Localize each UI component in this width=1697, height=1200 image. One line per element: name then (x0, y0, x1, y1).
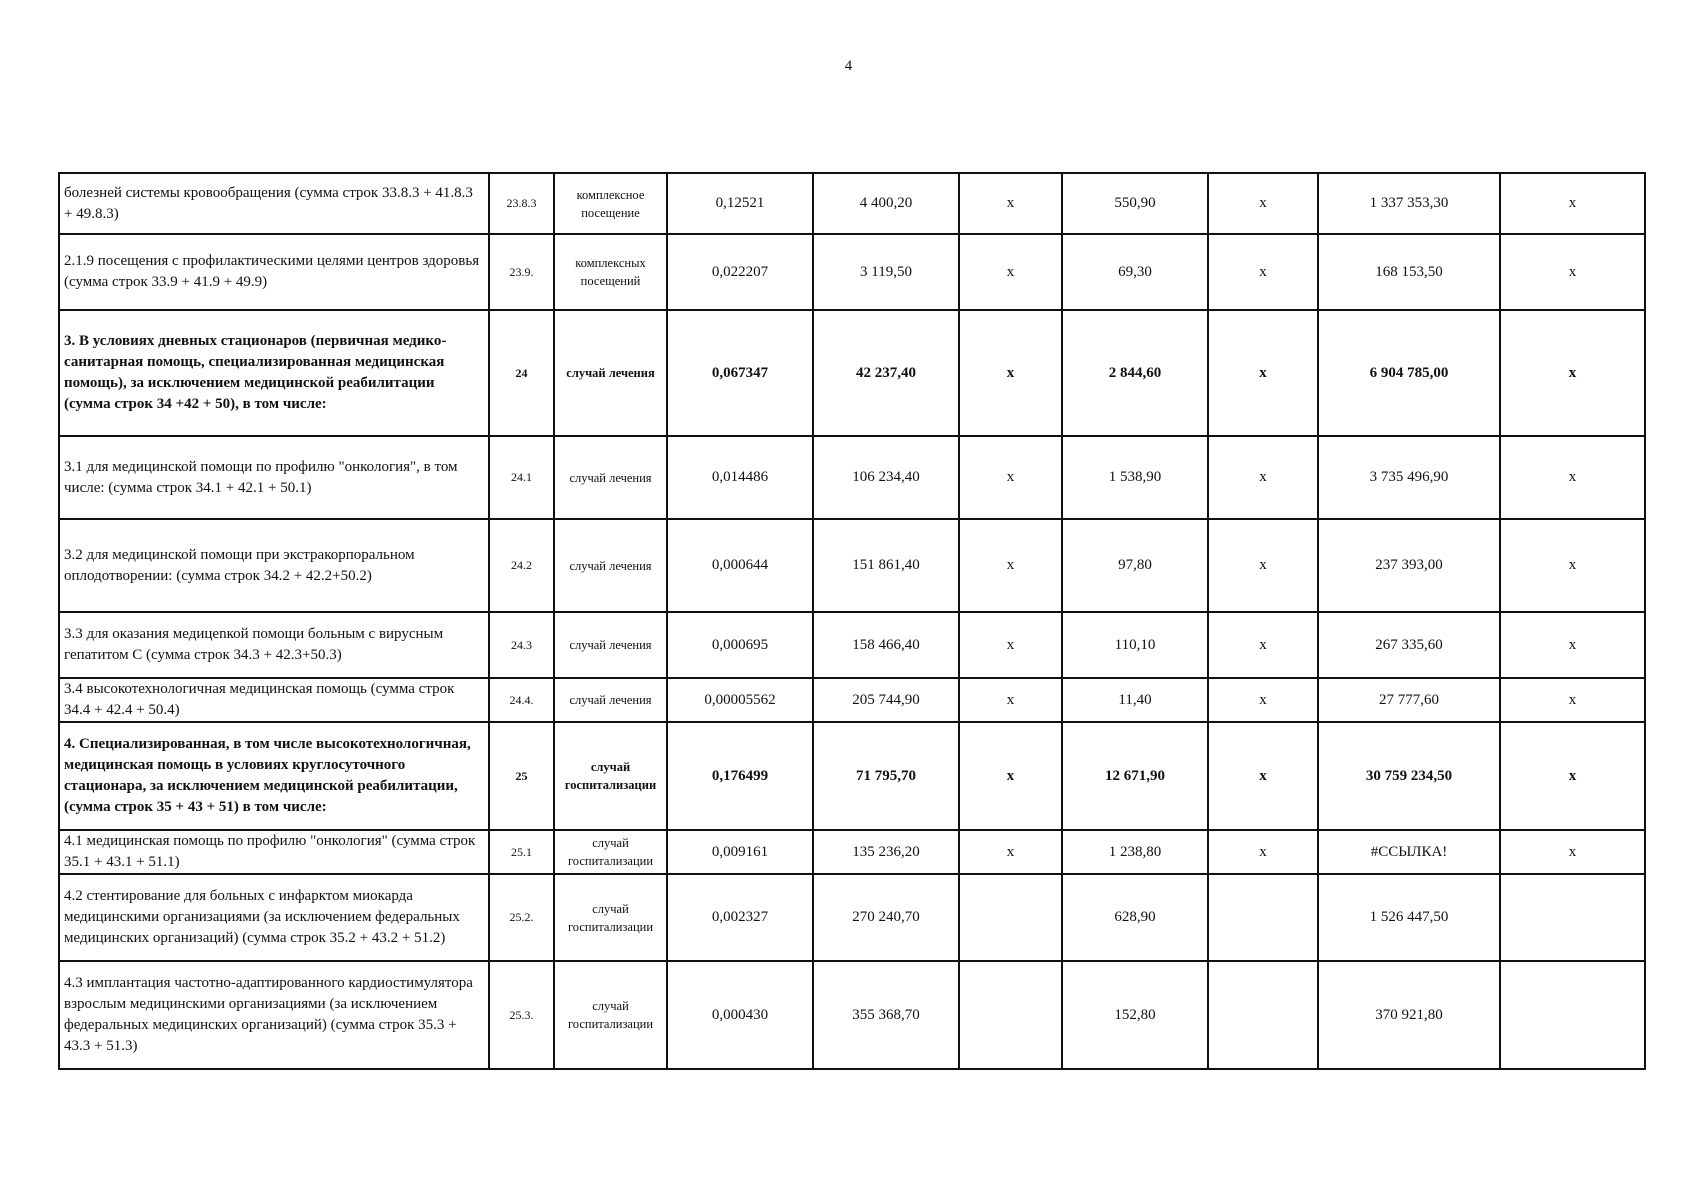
cell-c8 (1208, 961, 1318, 1069)
cell-c10: х (1500, 678, 1645, 722)
cell-c4: 0,000695 (667, 612, 813, 678)
cell-c5: 135 236,20 (813, 830, 959, 874)
cell-c4: 0,00005562 (667, 678, 813, 722)
row-code: 25 (489, 722, 554, 830)
cell-c9: 27 777,60 (1318, 678, 1500, 722)
row-code: 25.2. (489, 874, 554, 961)
cell-c7: 11,40 (1062, 678, 1208, 722)
cell-c6: х (959, 234, 1062, 310)
cell-c6: х (959, 612, 1062, 678)
cell-c9: 1 526 447,50 (1318, 874, 1500, 961)
row-name: 4.1 медицинская помощь по профилю "онкология" (сумма строк 35.1 + 43.1 + 51.1) (59, 830, 489, 874)
cell-c6: х (959, 830, 1062, 874)
cell-c6: х (959, 519, 1062, 612)
row-unit: случай лечения (554, 519, 667, 612)
table-row (59, 961, 1645, 1069)
cell-c6: х (959, 173, 1062, 234)
cell-c10: х (1500, 519, 1645, 612)
cell-c9: 370 921,80 (1318, 961, 1500, 1069)
cell-c6 (959, 874, 1062, 961)
cell-c8: х (1208, 612, 1318, 678)
row-name: 3.1 для медицинской помощи по профилю "онкология", в том числе: (сумма строк 34.1 + 42.1 + 50.1) (59, 436, 489, 519)
cell-c10: х (1500, 234, 1645, 310)
cell-c7: 69,30 (1062, 234, 1208, 310)
cell-c10: х (1500, 173, 1645, 234)
cell-c5: 3 119,50 (813, 234, 959, 310)
table-row (59, 678, 1645, 722)
row-name: 4.3 имплантация частотно-адаптированного кардиостимулятора взрослым медицинскими организациями (за исключением федеральных медицинских организаций) (сумма строк 35.3 + 43.3 + 51.3) (59, 961, 489, 1069)
cell-c9: 3 735 496,90 (1318, 436, 1500, 519)
cell-c7: 550,90 (1062, 173, 1208, 234)
row-name: 3.4 высокотехнологичная медицинская помощь (сумма строк 34.4 + 42.4 + 50.4) (59, 678, 489, 722)
cell-c4: 0,002327 (667, 874, 813, 961)
cell-c4: 0,014486 (667, 436, 813, 519)
cell-c4: 0,022207 (667, 234, 813, 310)
cell-c8: х (1208, 310, 1318, 436)
table-row (59, 612, 1645, 678)
row-code: 23.8.3 (489, 173, 554, 234)
table-row (59, 436, 1645, 519)
cell-c7: 110,10 (1062, 612, 1208, 678)
row-name: 3. В условиях дневных стационаров (первичная медико-санитарная помощь, специализированная медицинская помощь), за исключением медицинской реабилитации (сумма строк 34 +42 + 50), в том числе: (59, 310, 489, 436)
row-code: 24.1 (489, 436, 554, 519)
table-row (59, 830, 1645, 874)
row-name: 4.2 стентирование для больных с инфарктом миокарда медицинскими организациями (за исключением федеральных медицинских организаций) (сумма строк 35.2 + 43.2 + 51.2) (59, 874, 489, 961)
cell-c4: 0,000430 (667, 961, 813, 1069)
cell-c8: х (1208, 830, 1318, 874)
row-code: 25.3. (489, 961, 554, 1069)
row-code: 23.9. (489, 234, 554, 310)
table-row (59, 173, 1645, 234)
cell-c8: х (1208, 436, 1318, 519)
row-unit: случай лечения (554, 678, 667, 722)
row-code: 25.1 (489, 830, 554, 874)
table-row (59, 722, 1645, 830)
cell-c10: х (1500, 310, 1645, 436)
cell-c6: х (959, 310, 1062, 436)
cell-c10 (1500, 874, 1645, 961)
cell-c7: 628,90 (1062, 874, 1208, 961)
row-name: 2.1.9 посещения с профилактическими целями центров здоровья (сумма строк 33.9 + 41.9 + 49.9) (59, 234, 489, 310)
table-row (59, 234, 1645, 310)
cell-c8: х (1208, 173, 1318, 234)
cell-c5: 355 368,70 (813, 961, 959, 1069)
row-code: 24.2 (489, 519, 554, 612)
cell-c5: 151 861,40 (813, 519, 959, 612)
cell-c7: 12 671,90 (1062, 722, 1208, 830)
cell-c9: 6 904 785,00 (1318, 310, 1500, 436)
row-name: 3.2 для медицинской помощи при экстракорпоральном оплодотворении: (сумма строк 34.2 + 42.2+50.2) (59, 519, 489, 612)
cell-c10: х (1500, 436, 1645, 519)
cell-c4: 0,067347 (667, 310, 813, 436)
cell-c7: 1 538,90 (1062, 436, 1208, 519)
cell-c5: 71 795,70 (813, 722, 959, 830)
cell-c5: 4 400,20 (813, 173, 959, 234)
table-row (59, 519, 1645, 612)
cell-c7: 1 238,80 (1062, 830, 1208, 874)
row-unit: случай лечения (554, 310, 667, 436)
row-unit: случай лечения (554, 436, 667, 519)
page-number: 4 (844, 58, 853, 74)
cell-c5: 42 237,40 (813, 310, 959, 436)
cell-c10: х (1500, 722, 1645, 830)
row-unit: случай госпитализации (554, 722, 667, 830)
row-unit: случай госпитализации (554, 874, 667, 961)
cell-c10: х (1500, 612, 1645, 678)
row-name: болезней системы кровообращения (сумма строк 33.8.3 + 41.8.3 + 49.8.3) (59, 173, 489, 234)
cell-c4: 0,176499 (667, 722, 813, 830)
row-unit: случай лечения (554, 612, 667, 678)
cell-c7: 97,80 (1062, 519, 1208, 612)
cell-c6: х (959, 678, 1062, 722)
cell-c5: 158 466,40 (813, 612, 959, 678)
row-code: 24 (489, 310, 554, 436)
cell-c9: 1 337 353,30 (1318, 173, 1500, 234)
row-unit: случай госпитализации (554, 961, 667, 1069)
cell-c4: 0,000644 (667, 519, 813, 612)
cell-c6: х (959, 436, 1062, 519)
cell-c9: 30 759 234,50 (1318, 722, 1500, 830)
row-name: 4. Специализированная, в том числе высокотехнологичная, медицинская помощь в условиях круглосуточного стационара, за исключением медицинской реабилитации, (сумма строк 35 + 43 + 51) в том числе: (59, 722, 489, 830)
row-unit: случай госпитализации (554, 830, 667, 874)
cell-c8: х (1208, 234, 1318, 310)
cell-c5: 106 234,40 (813, 436, 959, 519)
table-row (59, 310, 1645, 436)
data-table (58, 172, 1646, 1070)
row-name: 3.3 для оказания медицеnкой помощи больным с вирусным гепатитом С (сумма строк 34.3 + 42.3+50.3) (59, 612, 489, 678)
cell-c9: 267 335,60 (1318, 612, 1500, 678)
cell-c5: 205 744,90 (813, 678, 959, 722)
row-code: 24.3 (489, 612, 554, 678)
row-unit: комплексное посещение (554, 173, 667, 234)
row-unit: комплексных посещений (554, 234, 667, 310)
cell-c9: #ССЫЛКА! (1318, 830, 1500, 874)
cell-c7: 2 844,60 (1062, 310, 1208, 436)
row-code: 24.4. (489, 678, 554, 722)
cell-c8 (1208, 874, 1318, 961)
cell-c9: 168 153,50 (1318, 234, 1500, 310)
cell-c10: х (1500, 830, 1645, 874)
cell-c7: 152,80 (1062, 961, 1208, 1069)
table-row (59, 874, 1645, 961)
cell-c4: 0,12521 (667, 173, 813, 234)
cell-c5: 270 240,70 (813, 874, 959, 961)
cell-c6: х (959, 722, 1062, 830)
cell-c8: х (1208, 519, 1318, 612)
cell-c9: 237 393,00 (1318, 519, 1500, 612)
cell-c8: х (1208, 722, 1318, 830)
cell-c4: 0,009161 (667, 830, 813, 874)
cell-c6 (959, 961, 1062, 1069)
cell-c8: х (1208, 678, 1318, 722)
cell-c10 (1500, 961, 1645, 1069)
